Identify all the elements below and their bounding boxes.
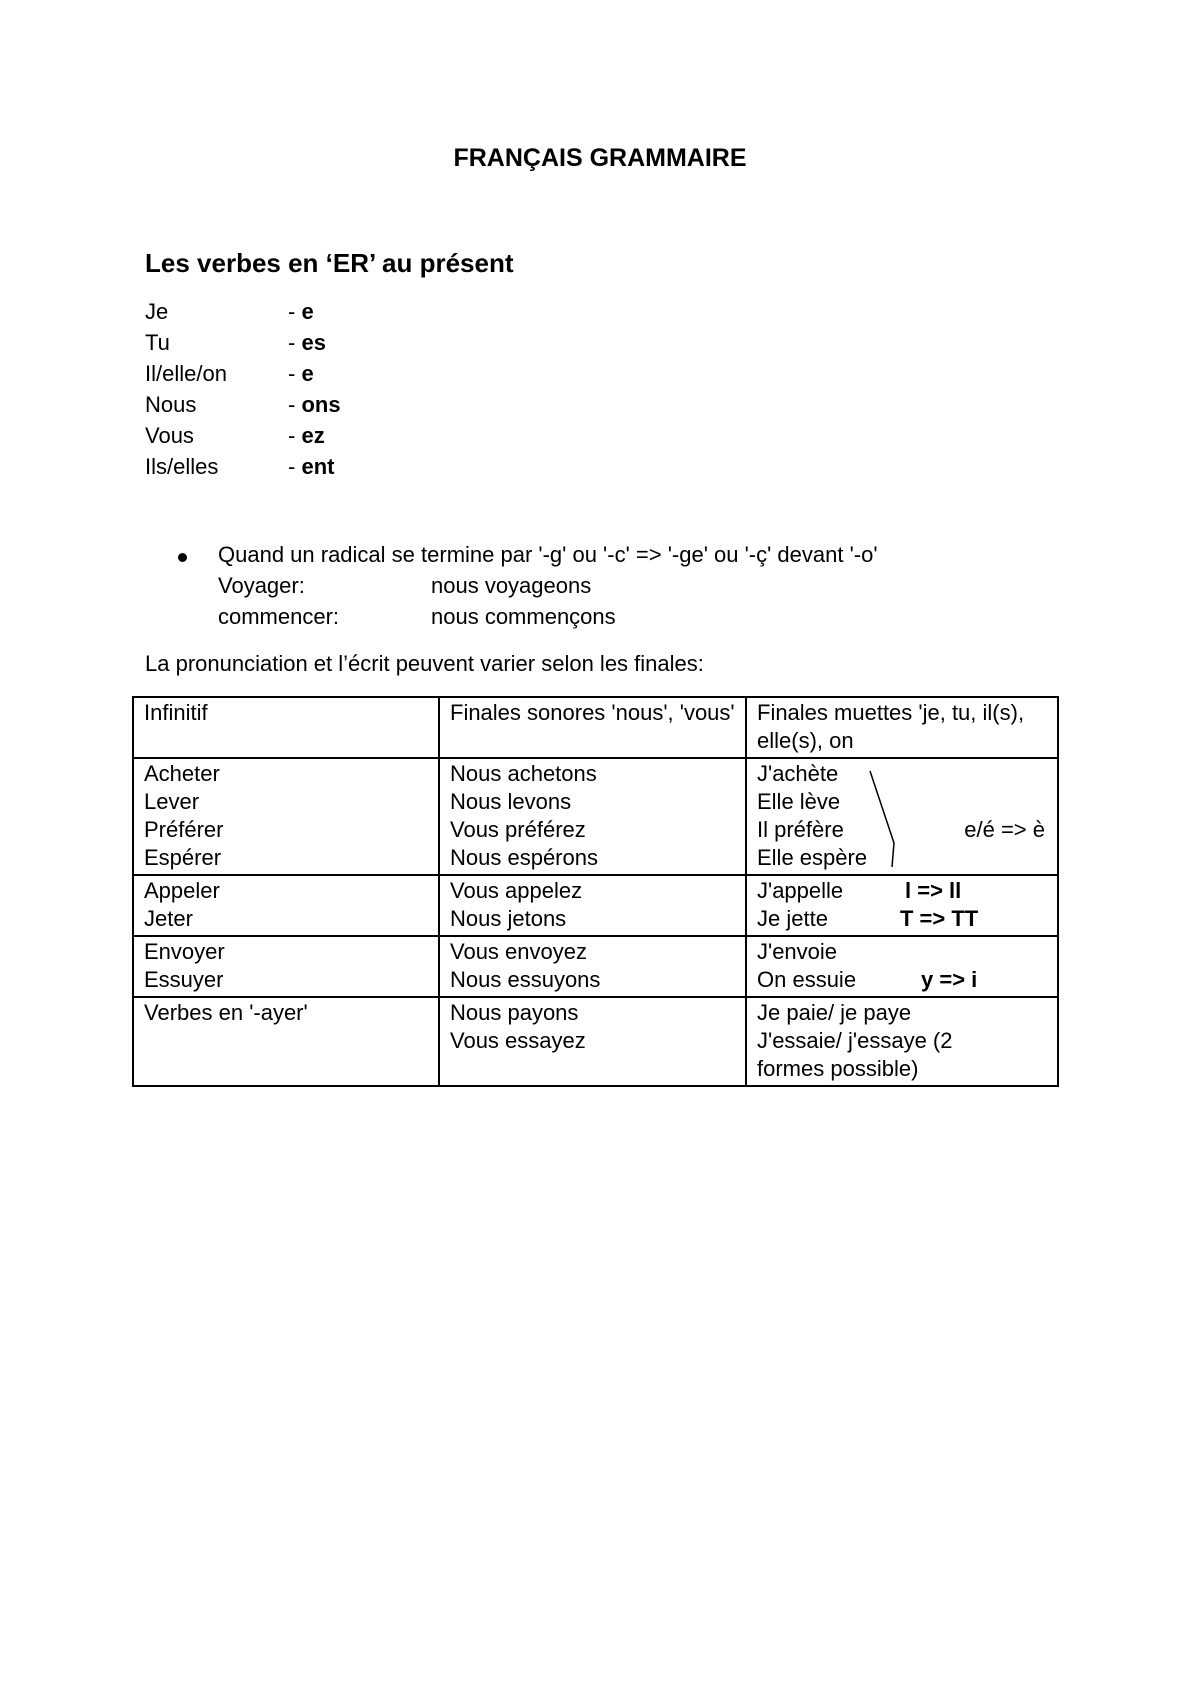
table-row [133, 758, 1058, 875]
cell-line: Nous levons [450, 789, 572, 814]
header-sonores: Finales sonores 'nous', 'vous' [439, 697, 746, 758]
cell-line: Préférer [144, 817, 224, 842]
infinitive-cell [133, 997, 439, 1086]
cell-line: Elle lève [757, 789, 841, 814]
cell-line: Vous préférez [450, 817, 586, 842]
cell-line: Je paie/ je paye [757, 1000, 912, 1025]
example-form: nous voyageons [431, 573, 592, 598]
cell-line: On essuie [757, 967, 857, 992]
example-row [218, 604, 616, 630]
cell-line: formes possible) [757, 1056, 919, 1081]
sonores-cell [439, 875, 746, 936]
ending: ez [301, 423, 325, 448]
cell-line: Envoyer [144, 939, 225, 964]
cell-line: Nous achetons [450, 761, 597, 786]
rule-label: T => TT [900, 906, 979, 931]
example-form: nous commençons [431, 604, 616, 629]
cell-line: Espérer [144, 845, 222, 870]
table-row [133, 997, 1058, 1086]
cell-line: Vous essayez [450, 1028, 586, 1053]
cell-line: Jeter [144, 906, 193, 931]
pronoun: Je [145, 299, 169, 324]
conjugation-row: Ils/elles - ent [145, 451, 341, 482]
cell-line: Nous essuyons [450, 967, 601, 992]
cell-line: Essuyer [144, 967, 224, 992]
cell-line: J'essaie/ j'essaye (2 [757, 1028, 953, 1053]
cell-line: Vous appelez [450, 878, 583, 903]
pronoun: Tu [145, 330, 170, 355]
cell-line: Je jette [757, 906, 828, 931]
example-infinitive: commencer: [218, 604, 340, 629]
muettes-cell [746, 936, 1058, 997]
grammar-table [132, 696, 1059, 1087]
cell-line: J'achète [757, 761, 839, 786]
sonores-cell [439, 936, 746, 997]
table-row [133, 875, 1058, 936]
rule-label: e/é => è [964, 817, 1045, 842]
infinitive-cell [133, 875, 439, 936]
conjugation-row: Il/elle/on - e [145, 358, 341, 389]
rule-label: l => ll [905, 878, 962, 903]
cell-line: J'appelle [757, 878, 844, 903]
rule-label: y => i [921, 967, 978, 992]
cell-line: J'envoie [757, 939, 838, 964]
example-infinitive: Voyager: [218, 573, 305, 598]
conjugation-row: Je - e [145, 296, 341, 327]
pronoun: Il/elle/on [145, 361, 227, 386]
ending: es [301, 330, 326, 355]
ending: ent [301, 454, 335, 479]
cell-line: Nous payons [450, 1000, 579, 1025]
sonores-cell [439, 997, 746, 1086]
pronoun: Ils/elles [145, 454, 219, 479]
cell-line: Acheter [144, 761, 220, 786]
conjugation-row: Nous - ons [145, 389, 341, 420]
muettes-cell [746, 997, 1058, 1086]
cell-line: Nous jetons [450, 906, 567, 931]
ending: e [301, 361, 314, 386]
infinitive-cell [133, 758, 439, 875]
ending: e [301, 299, 314, 324]
cell-line: Vous envoyez [450, 939, 587, 964]
infinitive-cell [133, 936, 439, 997]
page-title: FRANÇAIS GRAMMAIRE [453, 144, 747, 172]
cell-line: Nous espérons [450, 845, 598, 870]
cell-line: Appeler [144, 878, 220, 903]
table-row [133, 936, 1058, 997]
cell-line: Verbes en '-ayer' [144, 1000, 308, 1025]
conjugation-list [145, 296, 341, 482]
conjugation-row: Vous - ez [145, 420, 341, 451]
example-row [218, 573, 592, 599]
cell-line: Elle espère [757, 845, 868, 870]
bullet-icon [178, 553, 187, 562]
table-header-row [133, 697, 1058, 758]
ending: ons [301, 392, 341, 417]
cell-line: Lever [144, 789, 200, 814]
sonores-cell [439, 758, 746, 875]
intro-sentence: La pronunciation et l’écrit peuvent varier selon les finales: [145, 651, 704, 676]
section-heading: Les verbes en ‘ER’ au présent [145, 248, 514, 278]
muettes-cell [746, 875, 1058, 936]
pronoun: Nous [145, 392, 197, 417]
rule-bullet-text: Quand un radical se termine par '-g' ou '-c' => '-ge' ou '-ç' devant '-o' [218, 542, 878, 567]
conjugation-row: Tu - es [145, 327, 341, 358]
cell-line: Il préfère [757, 817, 844, 842]
pronoun: Vous [145, 423, 194, 448]
muettes-cell [746, 758, 1058, 875]
header-infinitif: Infinitif [133, 697, 439, 758]
header-muettes: Finales muettes 'je, tu, il(s), elle(s), on [746, 697, 1058, 758]
